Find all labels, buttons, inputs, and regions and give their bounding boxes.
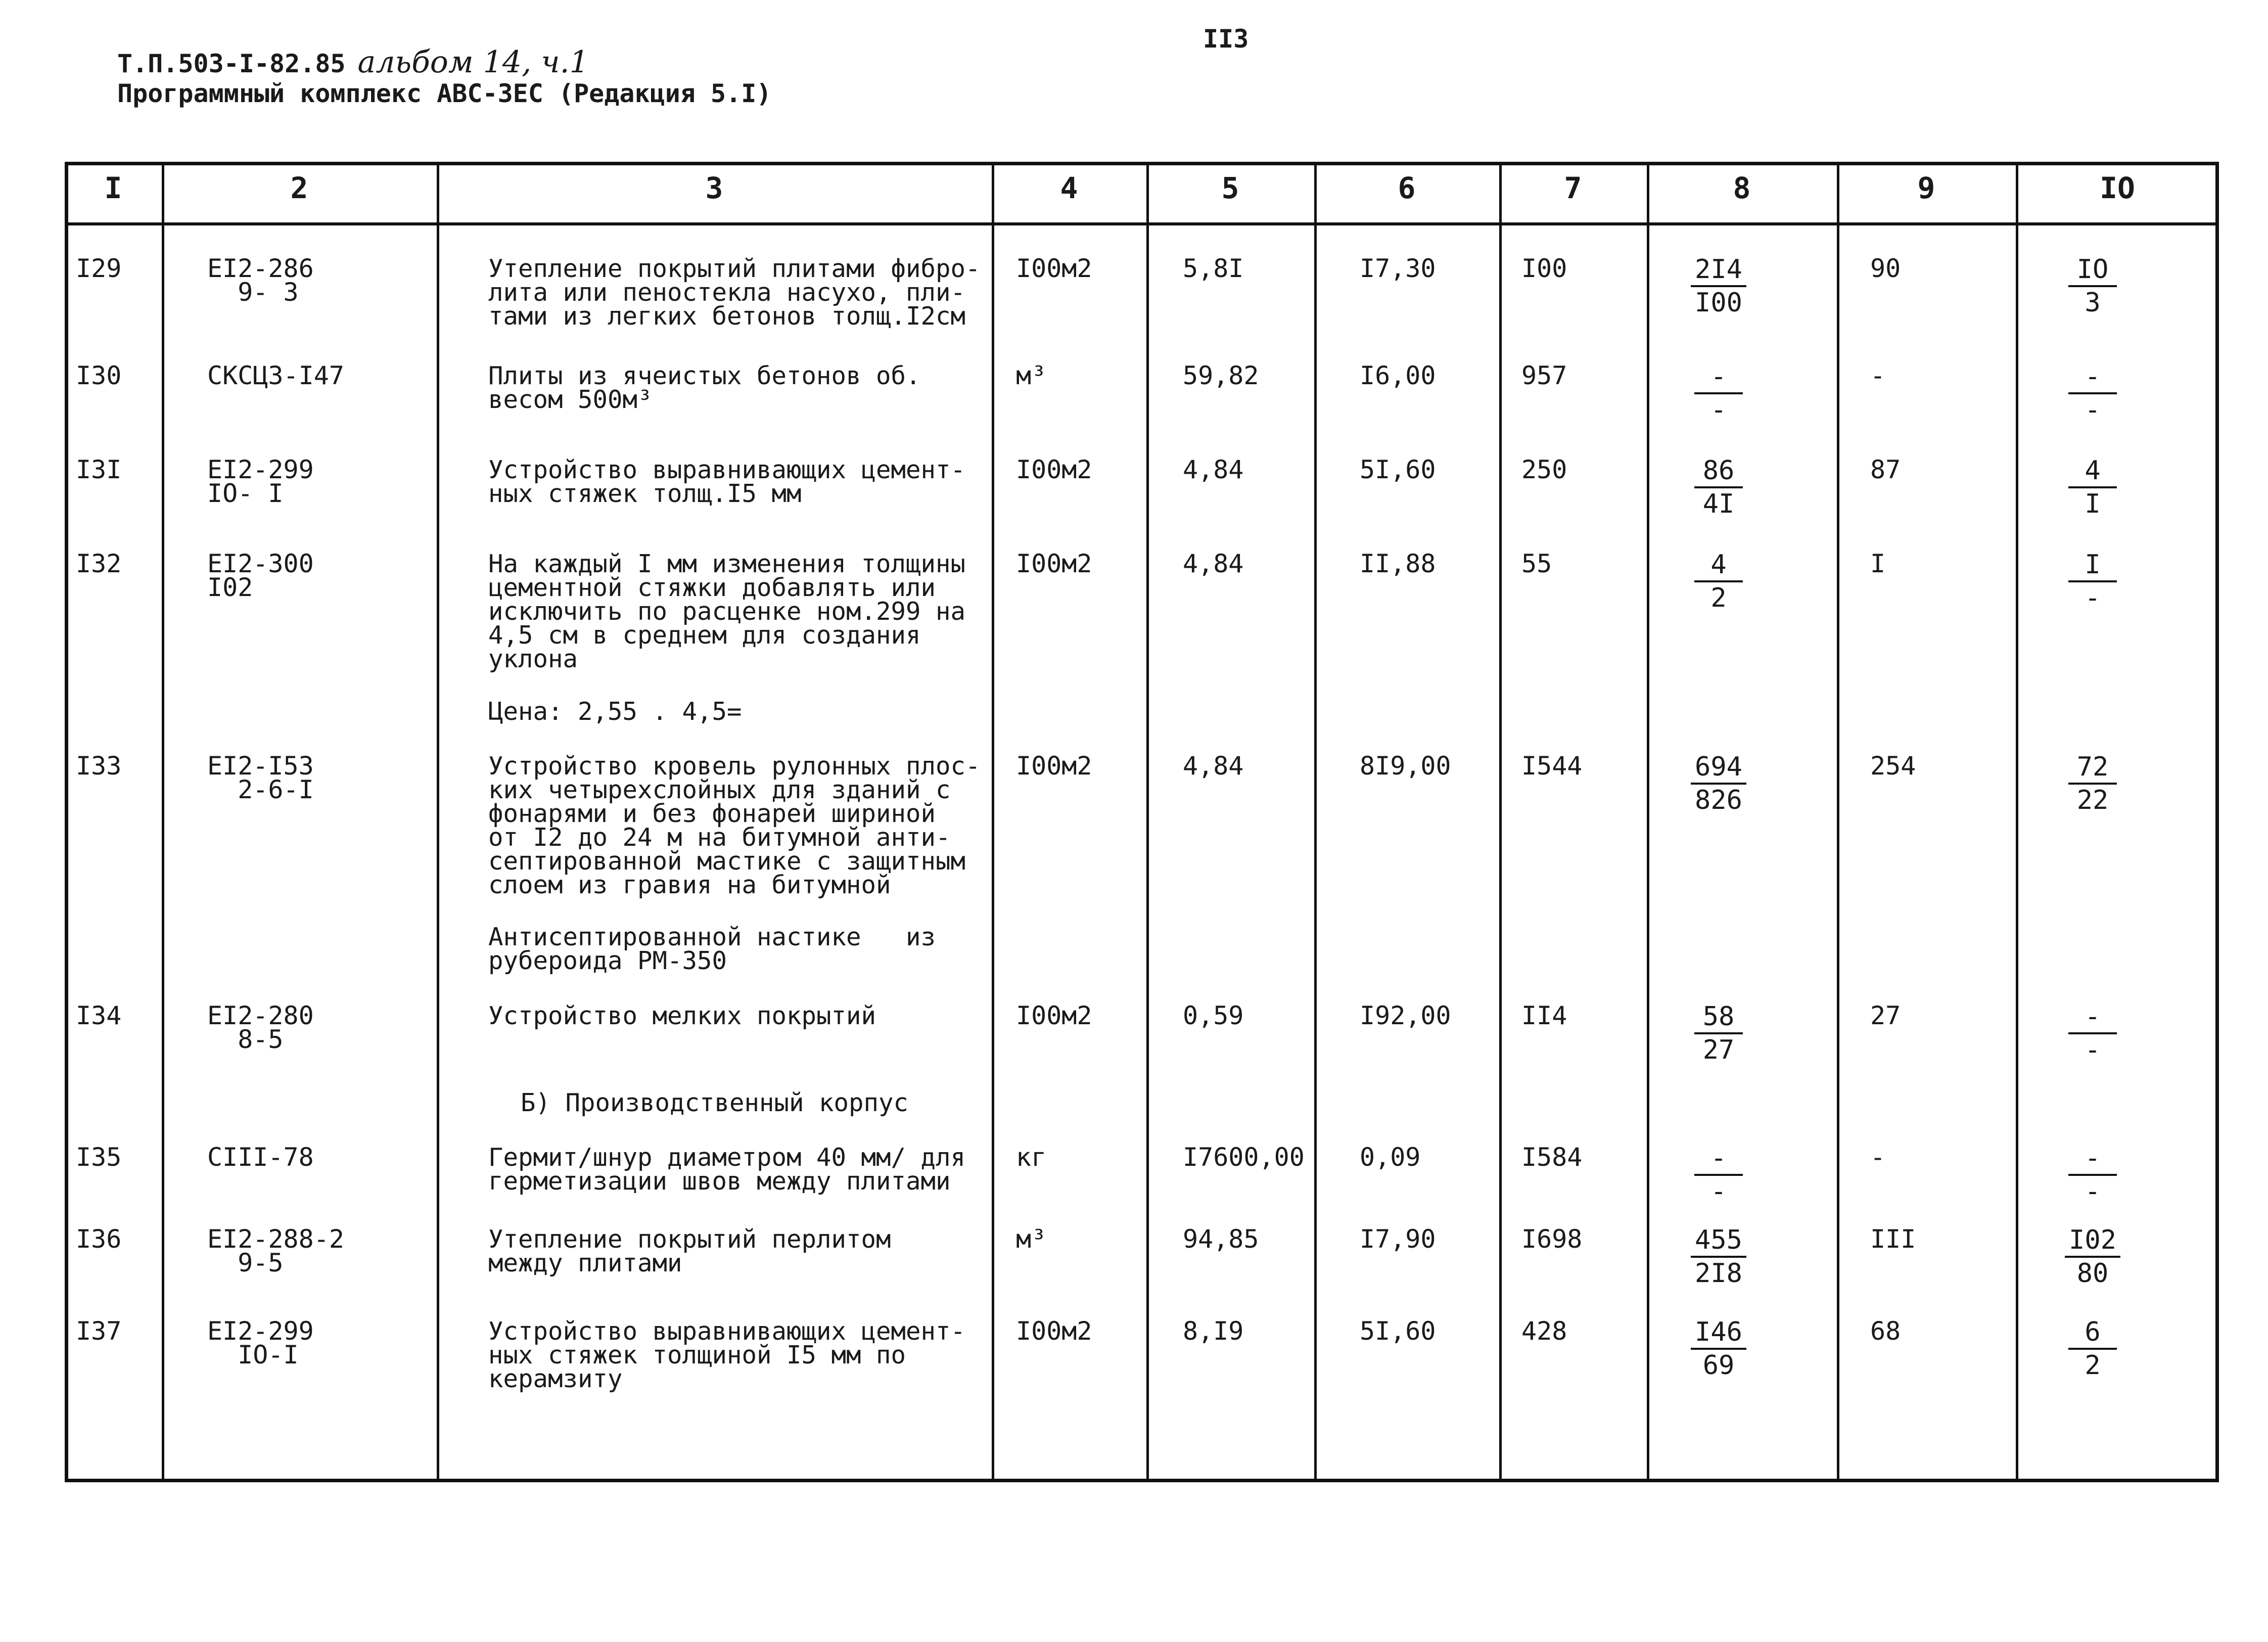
unit-of-measure: кг	[1016, 1143, 1047, 1172]
unit-of-measure: I00м2	[1016, 455, 1092, 484]
estimate-code: EI2-280 8-5	[207, 1001, 314, 1054]
column-10-fraction-denominator: 3	[2085, 288, 2101, 318]
price-note: Цена: 2,55 . 4,5=	[488, 697, 742, 726]
handwritten-album-note: альбом 14, ч.1	[357, 44, 589, 80]
column-8-fraction-denominator: 2	[1710, 583, 1727, 613]
column-divider	[1837, 162, 1839, 1482]
column-8-fraction-denominator: 4I	[1702, 489, 1735, 519]
unit-price: 8I9,00	[1360, 751, 1451, 781]
column-header: 7	[1564, 171, 1582, 205]
unit-price: 5I,60	[1360, 1316, 1436, 1346]
unit-price: I7,30	[1360, 254, 1436, 283]
total-cost: II4	[1521, 1001, 1567, 1030]
column-header: 2	[290, 171, 308, 205]
row-number: I33	[76, 751, 122, 781]
unit-of-measure: I00м2	[1016, 549, 1092, 578]
column-8-fraction-numerator: I46	[1691, 1316, 1746, 1350]
column-8-fraction-numerator: 455	[1691, 1224, 1746, 1258]
column-divider	[1314, 162, 1317, 1482]
quantity: I7600,00	[1183, 1143, 1305, 1172]
quantity: 5,8I	[1183, 254, 1244, 283]
row-number: I3I	[76, 455, 122, 484]
column-divider	[437, 162, 439, 1482]
document-subtitle: Программный комплекс АВС-3ЕС (Редакция 5.I)	[117, 79, 772, 108]
column-9-value: 87	[1870, 455, 1901, 484]
column-10-fraction	[2052, 254, 2133, 318]
column-8-fraction-numerator: -	[1694, 361, 1743, 394]
row-number: I36	[76, 1224, 122, 1254]
estimate-code: CIII-78	[207, 1143, 314, 1172]
column-9-value: 254	[1870, 751, 1916, 781]
unit-price: 5I,60	[1360, 455, 1436, 484]
doc-code: Т.П.503-I-82.85	[117, 49, 346, 78]
estimate-code: EI2-299 IO-I	[207, 1316, 314, 1370]
column-divider	[1647, 162, 1649, 1482]
column-9-value: 27	[1870, 1001, 1901, 1030]
column-8-fraction-numerator: 694	[1691, 751, 1746, 785]
unit-price: I92,00	[1360, 1001, 1451, 1030]
column-9-value: III	[1870, 1224, 1916, 1254]
estimate-code: EI2-300 I02	[207, 549, 314, 602]
column-8-fraction	[1678, 1001, 1759, 1066]
unit-of-measure: I00м2	[1016, 1001, 1092, 1030]
column-10-fraction	[2052, 1143, 2133, 1207]
row-number: I34	[76, 1001, 122, 1030]
row-number: I37	[76, 1316, 122, 1346]
column-8-fraction	[1678, 455, 1759, 520]
column-9-value: -	[1870, 361, 1886, 390]
column-header: 3	[705, 171, 723, 205]
work-description: Гермит/шнур диаметром 40 мм/ для герметизации швов между плитами	[488, 1143, 966, 1196]
column-8-fraction-denominator: 69	[1702, 1350, 1735, 1381]
column-8-fraction	[1678, 1316, 1759, 1381]
column-10-fraction-denominator: -	[2085, 395, 2101, 425]
column-divider	[162, 162, 164, 1482]
work-description: Устройство мелких покрытий	[488, 1001, 876, 1030]
estimate-code: EI2-299 IO- I	[207, 455, 314, 508]
row-number: I30	[76, 361, 122, 390]
column-header: 9	[1917, 171, 1935, 205]
column-header: 5	[1221, 171, 1239, 205]
column-9-value: 68	[1870, 1316, 1901, 1346]
column-10-fraction-denominator: -	[2085, 1035, 2101, 1065]
unit-price: I6,00	[1360, 361, 1436, 390]
quantity: 4,84	[1183, 549, 1244, 578]
column-10-fraction-numerator: 4	[2068, 455, 2117, 488]
column-10-fraction-denominator: 80	[2076, 1258, 2109, 1289]
column-10-fraction-numerator: 72	[2068, 751, 2117, 785]
unit-of-measure: м³	[1016, 361, 1047, 390]
column-10-fraction-denominator: 2	[2085, 1350, 2101, 1381]
estimate-code: EI2-288-2 9-5	[207, 1224, 344, 1278]
column-10-fraction-denominator: -	[2085, 1176, 2101, 1207]
total-cost: 957	[1521, 361, 1567, 390]
column-header: 8	[1733, 171, 1751, 205]
column-8-fraction-denominator: 2I8	[1695, 1258, 1742, 1289]
unit-of-measure: I00м2	[1016, 254, 1092, 283]
unit-price: II,88	[1360, 549, 1436, 578]
quantity: 4,84	[1183, 455, 1244, 484]
estimate-code: СКСЦ3-I47	[207, 361, 344, 390]
column-divider	[1146, 162, 1149, 1482]
unit-of-measure: I00м2	[1016, 1316, 1092, 1346]
column-header: IO	[2100, 171, 2135, 205]
column-divider	[992, 162, 994, 1482]
section-title: Б) Производственный корпус	[521, 1088, 909, 1117]
total-cost: I698	[1521, 1224, 1583, 1254]
mastic-note: Антисептированной настике из рубероида РМ-350	[488, 923, 936, 975]
column-8-fraction-denominator: 826	[1695, 785, 1742, 815]
column-8-fraction	[1678, 254, 1759, 318]
row-number: I32	[76, 549, 122, 578]
column-8-fraction-denominator: 27	[1702, 1035, 1735, 1065]
column-8-fraction-numerator: -	[1694, 1143, 1743, 1176]
column-10-fraction-denominator: -	[2085, 583, 2101, 613]
total-cost: 55	[1521, 549, 1552, 578]
column-8-fraction	[1678, 1224, 1759, 1289]
column-divider	[2016, 162, 2018, 1482]
column-8-fraction-denominator: I00	[1695, 288, 1742, 318]
column-8-fraction-denominator: -	[1710, 1176, 1727, 1207]
work-description: Устройство выравнивающих цемент- ных стяжек толщиной I5 мм по керамзиту	[488, 1317, 966, 1393]
work-description: Устройство кровель рулонных плос- ких четырехслойных для зданий с фонарями и без фонарей шириной от I2 до 24 м на битумной анти- септированной мастике с защитным слоем из гравия на битумной	[488, 752, 981, 899]
work-description: На каждый I мм изменения толщины цементной стяжки добавлять или исключить по расценке ном.299 на 4,5 см в среднем для создания уклона	[488, 550, 966, 673]
column-10-fraction-numerator: 6	[2068, 1316, 2117, 1350]
column-10-fraction-numerator: IO	[2068, 254, 2117, 287]
estimate-code: EI2-286 9- 3	[207, 254, 314, 307]
column-8-fraction-numerator: 58	[1694, 1001, 1743, 1034]
quantity: 59,82	[1183, 361, 1259, 390]
column-8-fraction	[1678, 1143, 1759, 1207]
work-description: Устройство выравнивающих цемент- ных стяжек толщ.I5 мм	[488, 455, 966, 508]
column-9-value: -	[1870, 1143, 1886, 1172]
column-10-fraction-denominator: 22	[2076, 785, 2109, 815]
column-10-fraction	[2052, 1316, 2133, 1381]
column-10-fraction	[2052, 455, 2133, 520]
column-10-fraction	[2052, 1001, 2133, 1066]
column-divider	[1499, 162, 1502, 1482]
work-description: Утепление покрытий плитами фибро- лита или пеностекла насухо, пли- тами из легких бетонов толщ.I2см	[488, 254, 981, 331]
total-cost: 428	[1521, 1316, 1567, 1346]
row-number: I29	[76, 254, 122, 283]
total-cost: I544	[1521, 751, 1583, 781]
column-10-fraction	[2052, 549, 2133, 614]
row-number: I35	[76, 1143, 122, 1172]
column-10-fraction-numerator: I02	[2065, 1224, 2120, 1258]
column-10-fraction	[2052, 361, 2133, 426]
document-code	[117, 44, 589, 80]
column-10-fraction	[2052, 751, 2133, 816]
estimate-table	[65, 162, 2219, 1482]
unit-of-measure: м³	[1016, 1224, 1047, 1254]
total-cost: I584	[1521, 1143, 1583, 1172]
work-description: Утепление покрытий перлитом между плитами	[488, 1225, 891, 1278]
quantity: 94,85	[1183, 1224, 1259, 1254]
column-9-value: 90	[1870, 254, 1901, 283]
column-8-fraction-numerator: 2I4	[1691, 254, 1746, 287]
column-8-fraction-numerator: 4	[1694, 549, 1743, 582]
header-separator	[65, 222, 2219, 225]
column-10-fraction-denominator: I	[2085, 489, 2101, 519]
unit-price: I7,90	[1360, 1224, 1436, 1254]
column-8-fraction	[1678, 549, 1759, 614]
total-cost: I00	[1521, 254, 1567, 283]
estimate-code: EI2-I53 2-6-I	[207, 751, 314, 804]
column-8-fraction-numerator: 86	[1694, 455, 1743, 488]
column-9-value: I	[1870, 549, 1886, 578]
column-8-fraction	[1678, 361, 1759, 426]
column-10-fraction-numerator: -	[2068, 1001, 2117, 1034]
column-header: 4	[1060, 171, 1078, 205]
column-header: I	[104, 171, 122, 205]
work-description: Плиты из ячеистых бетонов об. весом 500м³	[488, 361, 921, 414]
total-cost: 250	[1521, 455, 1567, 484]
column-10-fraction-numerator: -	[2068, 1143, 2117, 1176]
column-8-fraction-denominator: -	[1710, 395, 1727, 425]
page-number: II3	[1203, 24, 1249, 54]
column-8-fraction	[1678, 751, 1759, 816]
quantity: 8,I9	[1183, 1316, 1244, 1346]
column-10-fraction	[2052, 1224, 2133, 1289]
unit-of-measure: I00м2	[1016, 751, 1092, 781]
column-header: 6	[1398, 171, 1416, 205]
quantity: 0,59	[1183, 1001, 1244, 1030]
quantity: 4,84	[1183, 751, 1244, 781]
unit-price: 0,09	[1360, 1143, 1421, 1172]
column-10-fraction-numerator: I	[2068, 549, 2117, 582]
column-10-fraction-numerator: -	[2068, 361, 2117, 394]
